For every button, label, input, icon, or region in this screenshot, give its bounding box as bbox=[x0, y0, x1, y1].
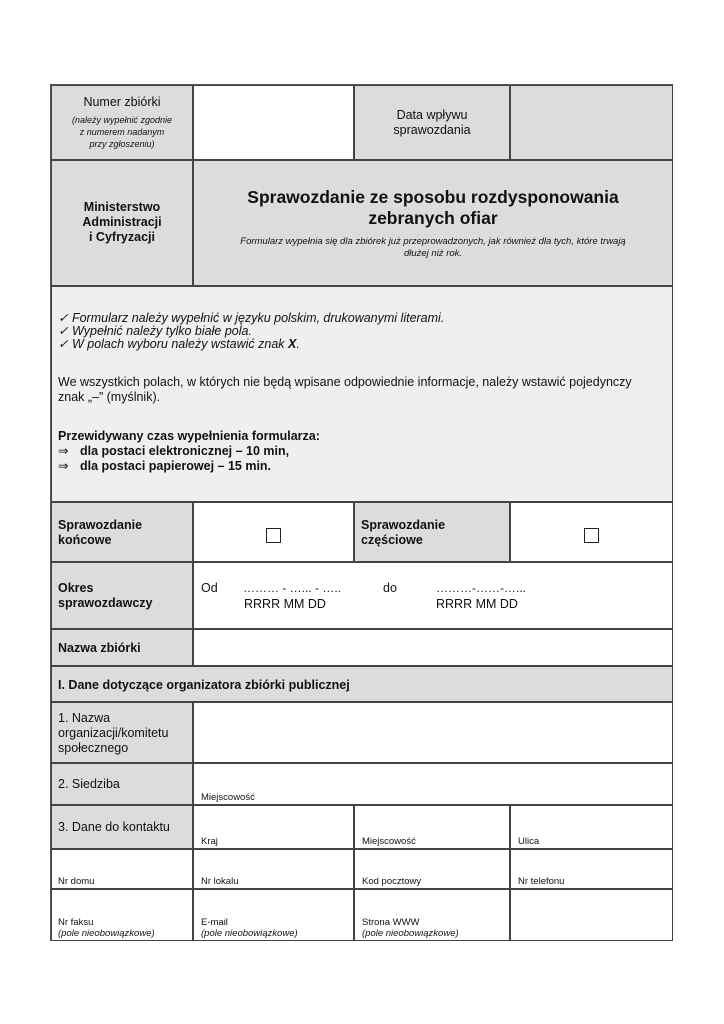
fax-label: Nr faksu bbox=[58, 917, 94, 928]
data-wplywu-label-cell bbox=[354, 85, 510, 160]
partial-report-line1: Sprawozdanie bbox=[361, 518, 446, 532]
form-subtitle-line1: Formularz wypełnia się dla zbiórek już przeprowadzonych, jak również dla tych, które trwają bbox=[240, 236, 626, 247]
flat-no-label: Nr lokalu bbox=[201, 876, 239, 887]
country-input[interactable] bbox=[193, 805, 354, 849]
section1-title: I. Dane dotyczące organizatora zbiórki publicznej bbox=[58, 678, 350, 692]
period-from-dots: ……… - …... - ….. bbox=[243, 581, 341, 595]
partial-report-line2: częściowe bbox=[361, 533, 423, 547]
seat-city-label: Miejscowość bbox=[201, 792, 255, 803]
arrow-icon: ⇒ bbox=[58, 444, 69, 458]
ministry-line1: Ministerstwo bbox=[83, 200, 161, 214]
period-to-label: do bbox=[383, 581, 397, 595]
contact-label-cell bbox=[51, 805, 193, 849]
contact-city-input[interactable] bbox=[354, 805, 510, 849]
instruction-2: ✓ Wypełnić należy tylko białe pola. bbox=[58, 324, 252, 338]
time-title: Przewidywany czas wypełnienia formularza: bbox=[58, 429, 320, 443]
flat-no-input[interactable] bbox=[193, 849, 354, 889]
title-cell bbox=[193, 160, 673, 286]
period-from-label: Od bbox=[201, 581, 218, 595]
section1-header bbox=[51, 666, 673, 702]
ministry-cell bbox=[51, 160, 193, 286]
final-report-checkbox[interactable] bbox=[266, 528, 281, 543]
dash-note-line1: We wszystkich polach, w których nie będą wpisane odpowiednie informacje, należy wstawić pojedynczy bbox=[58, 375, 632, 389]
fax-optional: (pole nieobowiązkowe) bbox=[58, 928, 155, 939]
www-label: Strona WWW bbox=[362, 917, 420, 928]
street-label: Ulica bbox=[518, 836, 540, 847]
email-label: E-mail bbox=[201, 917, 228, 928]
checkmark-icon: ✓ bbox=[58, 324, 69, 338]
time-item-1: ⇒ dla postaci elektronicznej – 10 min, bbox=[58, 444, 290, 458]
numer-zbiorki-input[interactable] bbox=[193, 85, 354, 160]
seat-label: 2. Siedziba bbox=[58, 777, 120, 791]
www-input[interactable] bbox=[354, 889, 510, 941]
org-name-line3: społecznego bbox=[58, 741, 129, 755]
partial-report-label-cell bbox=[354, 502, 510, 562]
time-item-2: ⇒ dla postaci papierowej – 15 min. bbox=[58, 459, 272, 473]
www-optional: (pole nieobowiązkowe) bbox=[362, 928, 459, 939]
collection-name-input[interactable] bbox=[193, 629, 673, 666]
org-name-input[interactable] bbox=[193, 702, 673, 763]
arrow-icon: ⇒ bbox=[58, 459, 69, 473]
final-report-line1: Sprawozdanie bbox=[58, 518, 143, 532]
country-label: Kraj bbox=[201, 836, 218, 847]
house-no-label: Nr domu bbox=[58, 876, 95, 887]
email-input[interactable] bbox=[193, 889, 354, 941]
data-wplywu-field bbox=[510, 85, 673, 160]
street-input[interactable] bbox=[510, 805, 673, 849]
final-report-line2: końcowe bbox=[58, 533, 112, 547]
final-report-label-cell bbox=[51, 502, 193, 562]
contact-label: 3. Dane do kontaktu bbox=[58, 820, 170, 834]
numer-hint-3: przy zgłoszeniu) bbox=[89, 139, 155, 149]
checkmark-icon: ✓ bbox=[58, 337, 69, 351]
numer-hint-1: (należy wypełnić zgodnie bbox=[71, 115, 173, 125]
period-line1: Okres bbox=[58, 581, 94, 595]
period-label-cell bbox=[51, 562, 193, 629]
phone-label: Nr telefonu bbox=[518, 876, 565, 887]
ministry-line2: Administracji bbox=[82, 215, 162, 229]
postal-code-input[interactable] bbox=[354, 849, 510, 889]
fax-input[interactable] bbox=[51, 889, 193, 941]
period-to-dots: ………-……-…... bbox=[436, 581, 526, 595]
period-to-format: RRRR MM DD bbox=[436, 597, 518, 611]
postal-code-label: Kod pocztowy bbox=[362, 876, 422, 887]
final-report-cell bbox=[193, 502, 354, 562]
numer-zbiorki-label: Numer zbiórki bbox=[83, 95, 161, 109]
numer-hint-2: z numerem nadanym bbox=[79, 127, 165, 137]
collection-name-label: Nazwa zbiórki bbox=[58, 641, 141, 655]
org-name-line1: 1. Nazwa bbox=[58, 711, 111, 725]
house-no-input[interactable] bbox=[51, 849, 193, 889]
instructions-cell bbox=[51, 286, 673, 502]
contact-city-label: Miejscowość bbox=[362, 836, 416, 847]
checkmark-icon: ✓ bbox=[58, 311, 69, 325]
collection-name-label-cell bbox=[51, 629, 193, 666]
period-from-format: RRRR MM DD bbox=[244, 597, 326, 611]
instruction-3: ✓ W polach wyboru należy wstawić znak X. bbox=[58, 337, 300, 351]
dash-note-line2: znak „–” (myślnik). bbox=[58, 390, 161, 404]
contact-empty-cell bbox=[510, 889, 673, 941]
phone-input[interactable] bbox=[510, 849, 673, 889]
form-subtitle-line2: dłużej niż rok. bbox=[403, 248, 463, 259]
email-optional: (pole nieobowiązkowe) bbox=[201, 928, 298, 939]
instruction-1: ✓ Formularz należy wypełnić w języku polskim, drukowanymi literami. bbox=[58, 311, 445, 325]
data-wplywu-line2: sprawozdania bbox=[393, 123, 471, 137]
partial-report-checkbox[interactable] bbox=[584, 528, 599, 543]
form-title-line2: zebranych ofiar bbox=[368, 208, 498, 228]
seat-label-cell bbox=[51, 763, 193, 805]
partial-report-cell bbox=[510, 502, 673, 562]
org-name-label-cell bbox=[51, 702, 193, 763]
data-wplywu-line1: Data wpływu bbox=[396, 108, 468, 122]
ministry-line3: i Cyfryzacji bbox=[88, 230, 155, 244]
numer-zbiorki-label-cell bbox=[51, 85, 193, 160]
form-title-line1: Sprawozdanie ze sposobu rozdysponowania bbox=[247, 187, 619, 207]
org-name-line2: organizacji/komitetu bbox=[58, 726, 169, 740]
seat-city-input[interactable] bbox=[193, 763, 673, 805]
period-line2: sprawozdawczy bbox=[58, 596, 153, 610]
period-input-cell[interactable] bbox=[193, 562, 673, 629]
